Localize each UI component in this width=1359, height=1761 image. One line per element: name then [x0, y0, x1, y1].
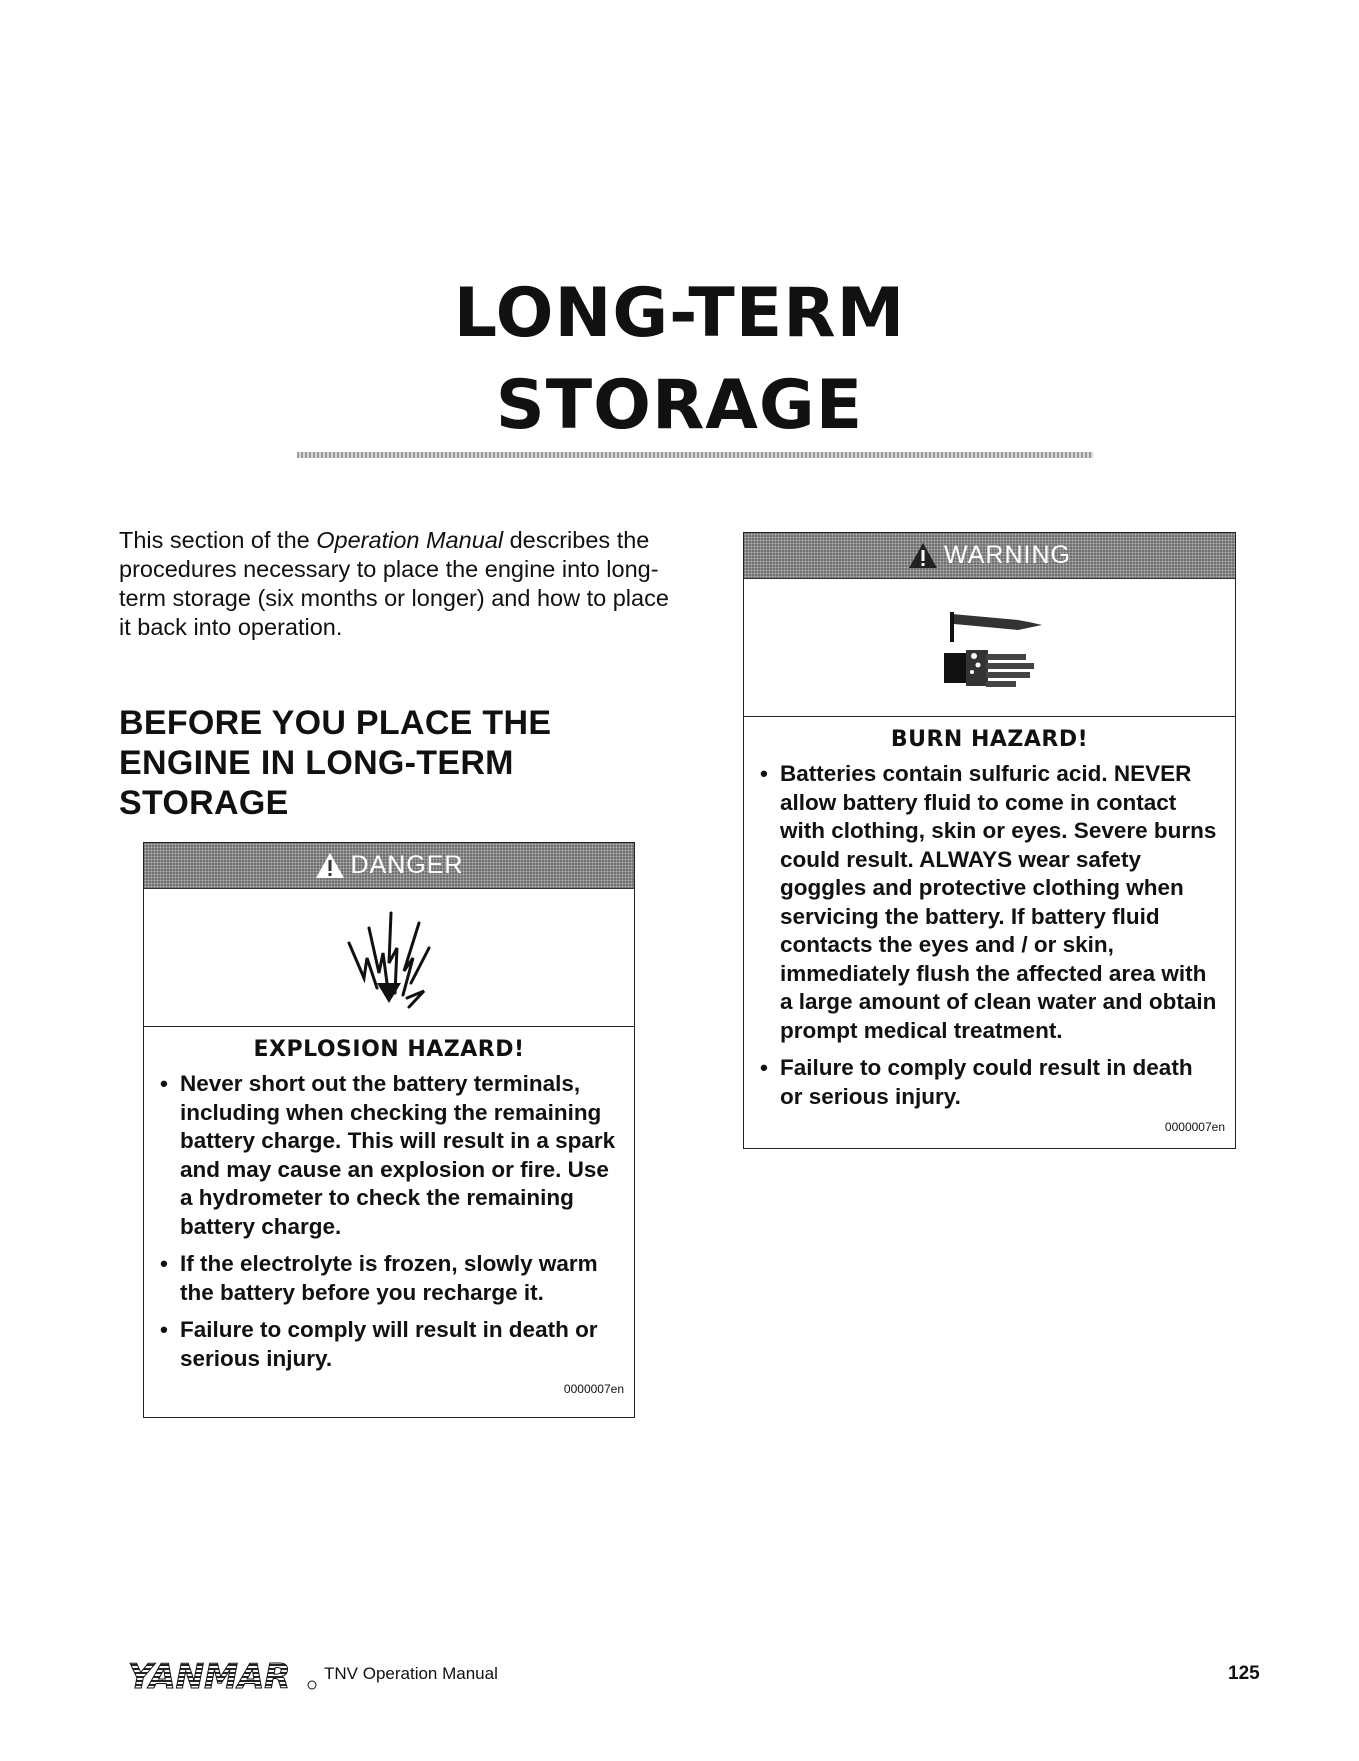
intro-text-start: This section of the [119, 527, 317, 553]
list-item: • If the electrolyte is frozen, slowly warm the battery before you recharge it. [158, 1250, 616, 1307]
intro-text-end: describes the procedures necessary to place the engine into long-term storage (six months or longer) and how to place it back into operation. [119, 527, 669, 640]
page-title [0, 268, 1359, 452]
danger-label: DANGER [350, 851, 464, 879]
list-item: • Failure to comply will result in death or serious injury. [158, 1316, 616, 1373]
danger-pictogram [144, 889, 634, 1027]
footer-manual-name: TNV Operation Manual [324, 1664, 498, 1683]
danger-box [143, 842, 635, 1418]
warning-box [743, 532, 1236, 1149]
yanmar-logo [128, 1660, 318, 1697]
danger-header [144, 843, 634, 889]
page-title-line-2: STORAGE [495, 366, 864, 445]
page-number: 125 [1228, 1663, 1260, 1684]
page-title-line-1: LONG-TERM [453, 274, 906, 353]
explosion-icon [329, 903, 449, 1013]
alert-triangle-icon [315, 852, 345, 879]
intro-paragraph [119, 526, 679, 642]
svg-text:YANMAR: YANMAR [128, 1660, 291, 1692]
warning-pictogram [744, 579, 1235, 717]
danger-title: EXPLOSION HAZARD! [253, 1037, 525, 1062]
warning-bullets [744, 760, 1235, 1111]
section-heading: BEFORE YOU PLACE THE ENGINE IN LONG-TERM STORAGE [119, 704, 552, 822]
danger-code: 0000007en [563, 1382, 624, 1396]
list-item: • Batteries contain sulfuric acid. NEVER allow battery fluid to come in contact with clothing, skin or eyes. Severe burns could result. ALWAYS wear safety goggles and protective clothing when servicing the battery. If battery fluid contacts the eyes and / or skin, immediately flush the affected area with a large amount of clean water and obtain prompt medical treatment. [758, 760, 1217, 1045]
intro-manual-name: Operation Manual [316, 527, 504, 553]
alert-triangle-icon [908, 542, 938, 569]
warning-label: WARNING [944, 541, 1071, 569]
danger-bullets [144, 1070, 634, 1373]
warning-code: 0000007en [1164, 1120, 1225, 1134]
warning-header [744, 533, 1235, 579]
list-item: • Failure to comply could result in death or serious injury. [758, 1054, 1217, 1111]
acid-burn-hand-icon [930, 598, 1050, 698]
warning-title: BURN HAZARD! [890, 727, 1089, 752]
title-rule [297, 452, 1093, 458]
list-item: • Never short out the battery terminals, including when checking the remaining battery charge. This will result in a spark and may cause an explosion or fire. Use a hydrometer to check the remaining battery charge. [158, 1070, 616, 1241]
